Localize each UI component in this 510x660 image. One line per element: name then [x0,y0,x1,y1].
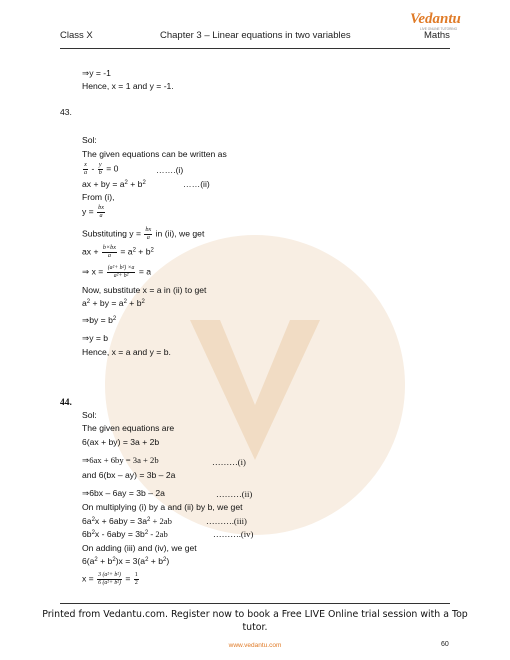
q44-e2-tag: ………(i) [212,457,246,467]
q44-e2: ⇒6ax + 6by = 3a + 2b [82,455,159,465]
q43-subst: Substituting y = $\frac{bx}{a}$ in (ii), we get [82,226,205,241]
header-class: Class X [60,30,93,41]
vedantu-logo [408,8,478,32]
q44-e6-tag: ……….(iv) [213,529,254,539]
logo-tagline: LIVE ONLINE TUTORING [420,27,458,31]
q44-intro: The given equations are [82,423,175,433]
question-number-43: 43. [60,107,72,117]
fraction: $\frac{y}{b}$ [98,161,102,176]
q42-line1: ⇒y = -1 [82,68,111,78]
q44-e5-tag: ……….(iii) [206,516,247,526]
q43-intro: The given equations can be written as [82,149,227,159]
q43-y-eq: y = $\frac{bx}{a}$ [82,204,104,219]
q43-x-eq: ⇒ x = $\frac{\text{(a²+ b²) ×a}}{\text{a²+ b²}}$ = a [82,265,152,279]
q43-eq1-tag: …….(i) [156,165,184,175]
footer-divider [60,603,450,604]
q42-hence: Hence, x = 1 and y = -1. [82,81,174,91]
footer-promo: Printed from Vedantu.com. Register now to book a Free LIVE Online trial session with a Top tutor. [42,609,468,633]
q44-e6: $6b^2x - 6aby = 3b^2 - 2ab$ [82,529,168,539]
q43-hence: Hence, x = a and y = b. [82,347,171,357]
q43-sol: Sol: [82,135,97,145]
q44-e4: ⇒6bx – 6ay = 3b – 2a [82,488,165,498]
q44-x-eq: x = $\frac{\text{3 (a²+ b²)}}{\text{6 (a²+ b²)}}$ = $\frac{1}{2}$ [82,571,138,586]
q44-e7: $6(a^2 + b^2)x = 3(a^2 + b^2)$ [82,556,170,566]
header-chapter: Chapter 3 – Linear equations in two variables [160,30,351,41]
fraction: $\frac{x}{a}$ [84,161,88,176]
q43-by: ⇒by = $b^2$ [82,315,117,325]
q44-e4-tag: ………(ii) [216,489,253,499]
logo-text: Vedantu [410,11,461,27]
q43-now: Now, substitute x = a in (ii) to get [82,285,207,295]
header-subject: Maths [424,30,450,41]
footer-url[interactable]: www.vedantu.com [228,642,282,649]
q43-from: From (i), [82,192,115,202]
q43-y: ⇒y = b [82,333,109,343]
q44-e5: $6a^2x + 6aby = 3a^2 + 2ab$ [82,516,172,526]
q43-eq1: $\frac{x}{a}$ - $\frac{y}{b}$ = 0 [84,161,119,176]
q44-e1: 6(ax + by) = 3a + 2b [82,437,160,447]
q44-mult: On multiplying (i) by a and (ii) by b, we get [82,502,243,512]
question-number-44: 44. [60,398,72,408]
q43-eq2-tag: ……(ii) [183,179,210,189]
q43-ax-eq: ax + $\frac{b\times bx}{a}$ = $a^2 + b^2$ [82,244,154,259]
q44-e3: and 6(bx – ay) = 3b – 2a [82,470,176,480]
header-divider [60,48,450,49]
q44-adding: On adding (iii) and (iv), we get [82,543,197,553]
q43-a2-eq: $a^2$ + by = $a^2 + b^2$ [82,298,145,308]
q43-eq2: ax + by = $a^2 + b^2$ [82,179,146,189]
q44-sol: Sol: [82,410,97,420]
page-number: 60 [441,641,449,648]
